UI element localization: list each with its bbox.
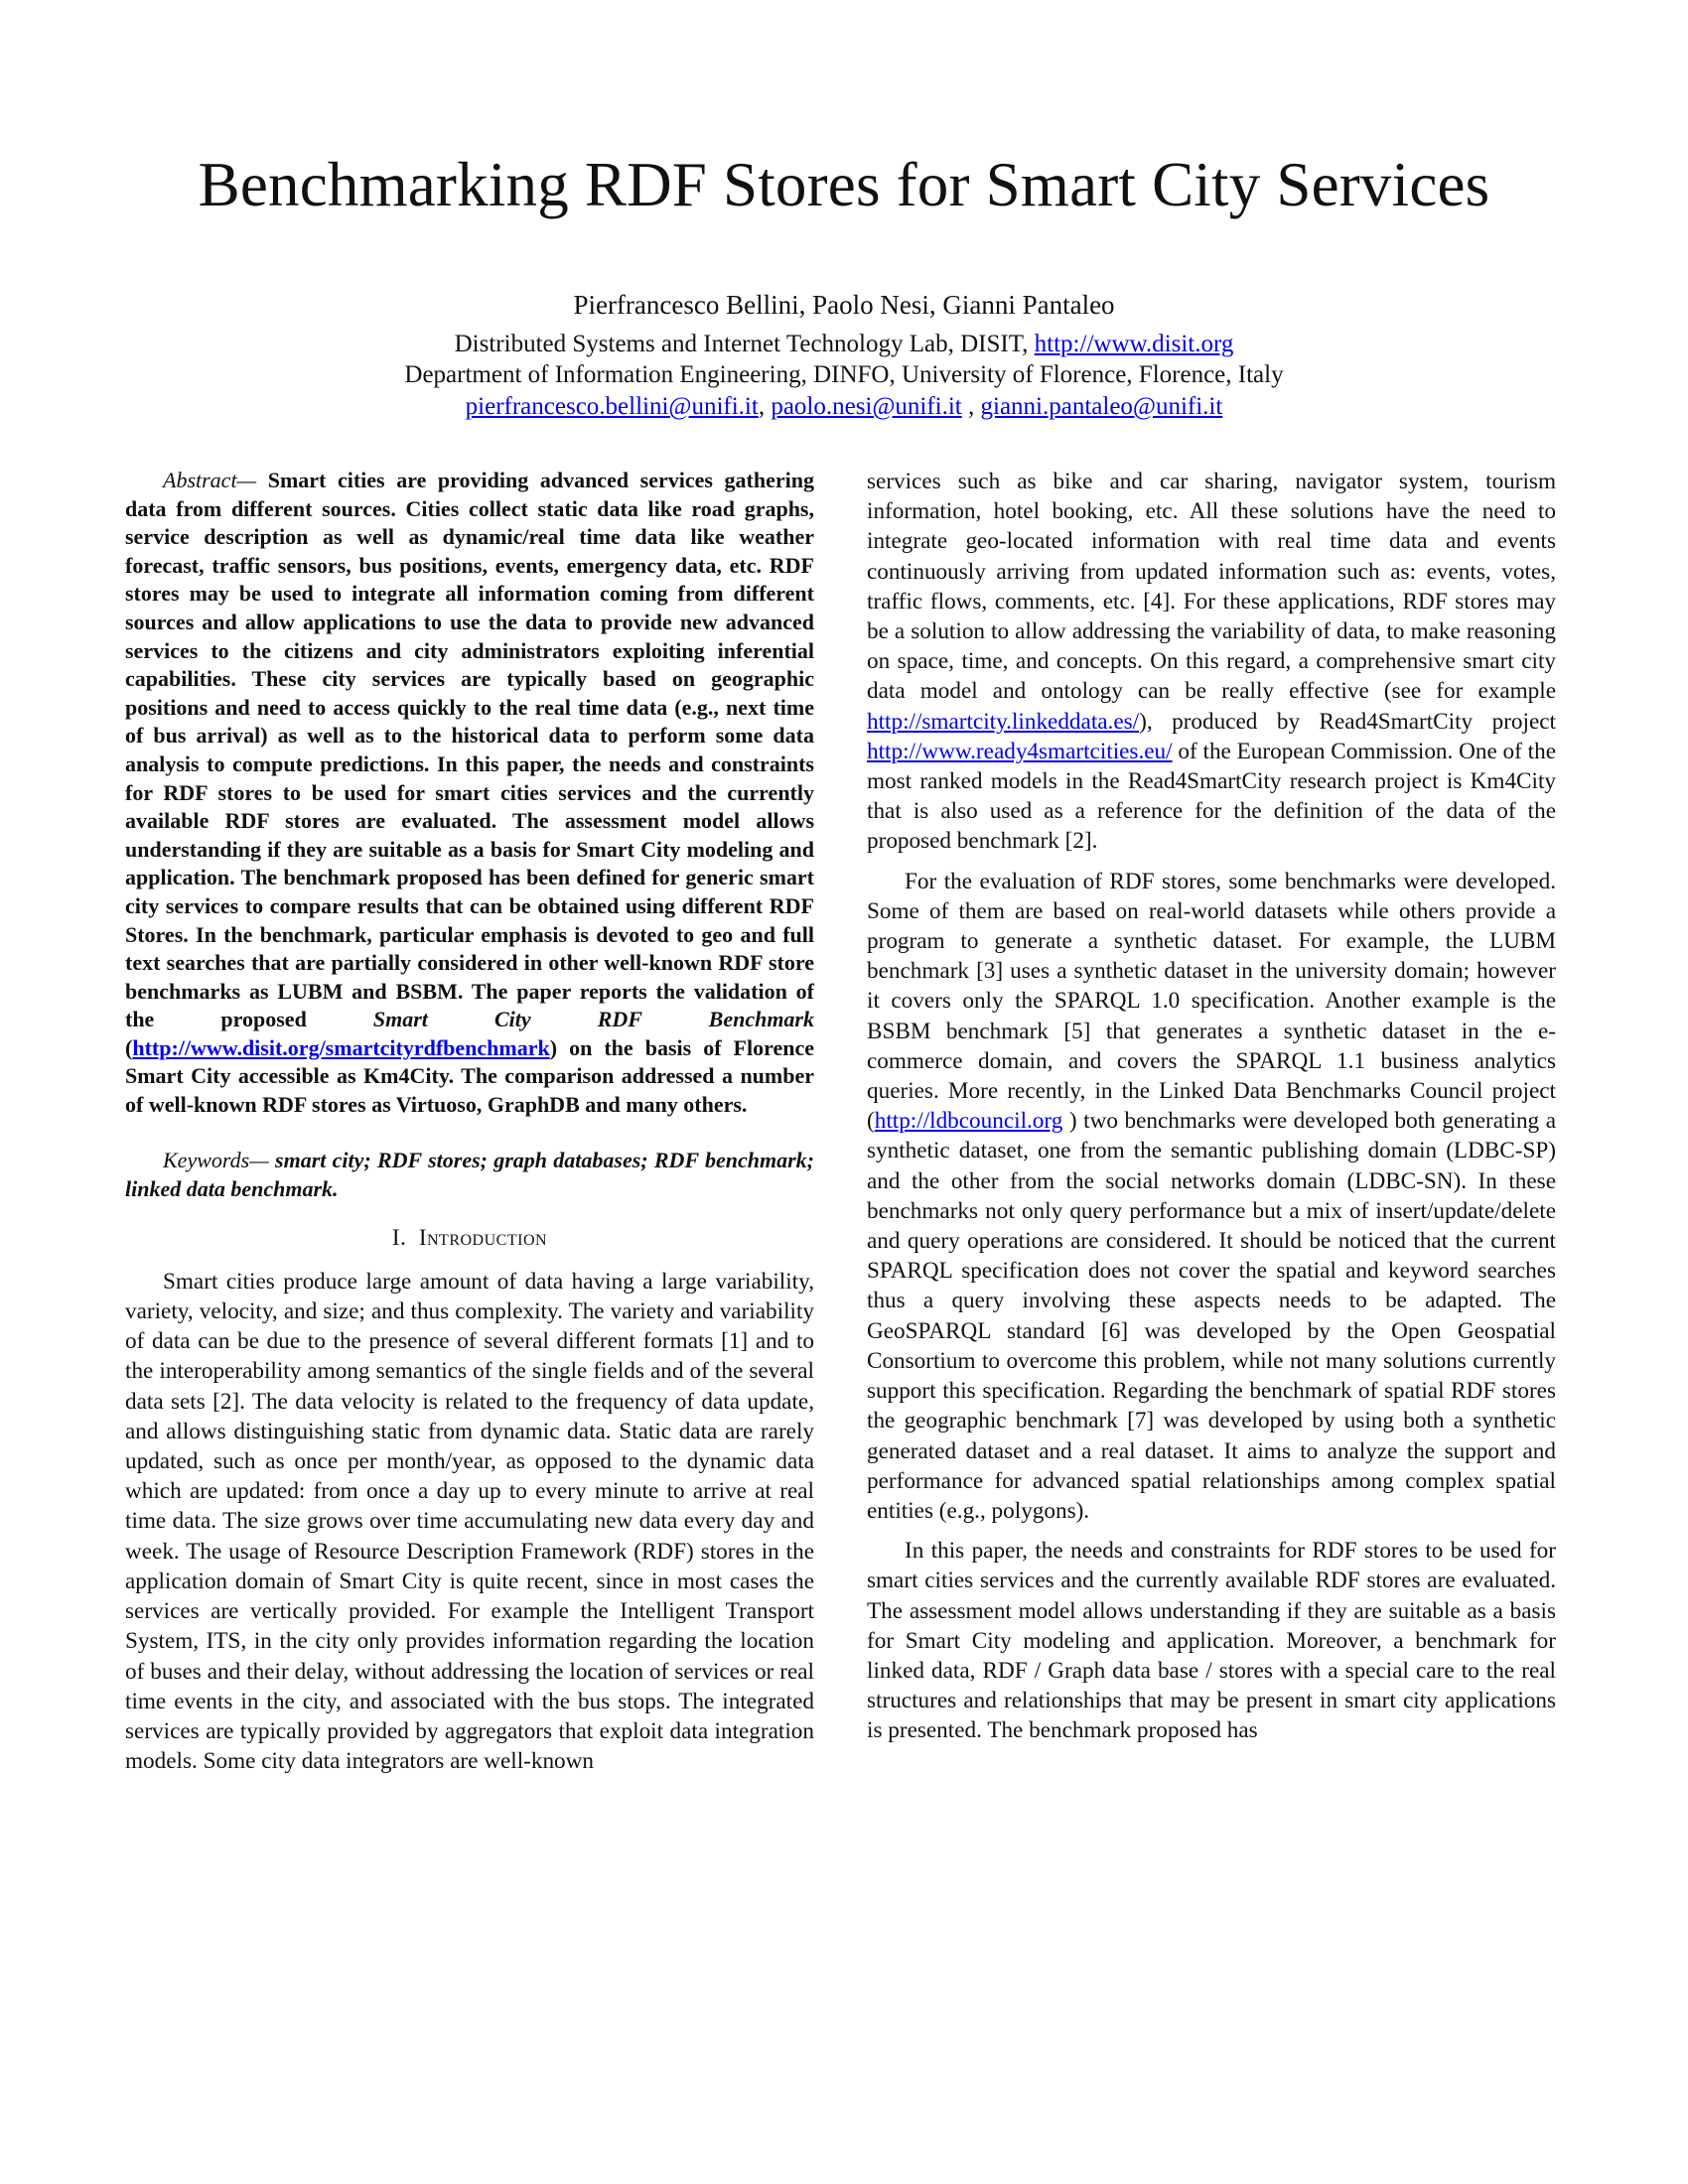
paper-authors: Pierfrancesco Bellini, Paolo Nesi, Gianni Pantaleo bbox=[573, 290, 1115, 320]
affiliation-1 bbox=[0, 331, 1688, 358]
intro-paragraph-3: For the evaluation of RDF stores, some benchmarks were developed. Some of them are based on real-world datasets while others provide a program to generate a synthetic dataset. For example, the LUBM benchmark [3] uses a synthetic dataset in the university domain; however it covers only the SPARQL 1.0 specification. Another example is the BSBM benchmark [5] that generates a synthetic dataset in the e-commerce domain, and covers the SPARQL 1.1 business analytics queries. More recently, in the Linked Data Benchmarks Council project (http://ldbcouncil.org ) two benchmarks were developed both generating a synthetic dataset, one from the semantic publishing domain (LDBC-SP) and the other from the social networks domain (LDBC-SN). In these benchmarks not only query performance but a mix of insert/update/delete and query operations are considered. It should be noticed that the current SPARQL specification does not cover the spatial and keyword searches thus a query involving these aspects needs to be adapted. The GeoSPARQL standard [6] was developed by the Open Geospatial Consortium to overcome this problem, while not many solutions currently support this specification. Regarding the benchmark of spatial RDF stores the geographic benchmark [7] was developed by using both a synthetic generated dataset and a real dataset. It aims to analyze the support and performance for advanced spatial relationships among complex spatial entities (e.g., polygons). bbox=[867, 868, 1556, 1524]
disit-link[interactable]: http://www.disit.org bbox=[1034, 331, 1234, 357]
abstract: Abstract— Smart cities are providing advanced services gathering data from different sources. Cities collect static data like road graphs, service description as well as dynamic/real time data like weather forecast, traffic sensors, bus positions, events, emergency data, etc. RDF stores may be used to integrate all information coming from different sources and allow applications to use the data to provide new advanced services to the citizens and city administrators exploiting inferential capabilities. These city services are typically based on geographic positions and need to access quickly to the real time data (e.g., next time of bus arrival) as well as to the historical data to perform some data analysis to compute predictions. In this paper, the needs and constraints for RDF stores to be used for smart cities services and the currently available RDF stores are evaluated. The assessment model allows understanding if they are suitable as a basis for Smart City modeling and application. The benchmark proposed has been defined for generic smart city services to compare results that can be obtained using different RDF Stores. In the benchmark, particular emphasis is devoted to geo and full text searches that are partially considered in other well-known RDF store benchmarks as LUBM and BSBM. The paper reports the validation of the proposed Smart City RDF Benchmark (http://www.disit.org/smartcityrdfbenchmark) on the basis of Florence Smart City accessible as Km4City. The comparison addressed a number of well-known RDF stores as Virtuoso, GraphDB and many others. bbox=[125, 468, 814, 1118]
paper-title: Benchmarking RDF Stores for Smart City Services bbox=[198, 150, 1490, 219]
affiliation-2: Department of Information Engineering, DINFO, University of Florence, Florence, Italy bbox=[404, 361, 1284, 388]
keywords bbox=[125, 1146, 814, 1203]
keywords-lead: Keywords— bbox=[163, 1147, 269, 1172]
section-number: I. bbox=[391, 1224, 407, 1250]
intro-paragraph-2: services such as bike and car sharing, navigator system, tourism information, hotel booking, etc. All these solutions have the need to integrate geo-located information with real time data and events continuously arriving from updated information such as: events, votes, traffic flows, comments, etc. [4]. For these applications, RDF stores may be a solution to allow addressing the variability of data, to make reasoning on space, time, and concepts. On this regard, a comprehensive smart city data model and ontology can be really effective (see for example http://smartcity.linkeddata.es/), produced by Read4SmartCity project http://www.ready4smartcities.eu/ of the European Commission. One of the most ranked models in the Read4SmartCity research project is Km4City that is also used as a reference for the definition of the data of the proposed benchmark [2]. bbox=[867, 469, 1556, 855]
abstract-lead: Abstract— bbox=[163, 468, 257, 492]
email-link-nesi[interactable]: paolo.nesi@unifi.it bbox=[771, 393, 962, 420]
section-title: Introduction bbox=[418, 1224, 548, 1250]
email-link-bellini[interactable]: pierfrancesco.bellini@unifi.it bbox=[465, 393, 759, 420]
left-column bbox=[125, 467, 814, 1776]
author-emails: pierfrancesco.bellini@unifi.it, paolo.nesi@unifi.it , gianni.pantaleo@unifi.it bbox=[465, 393, 1223, 420]
ready4smartcities-link[interactable]: http://www.ready4smartcities.eu/ bbox=[867, 738, 1173, 764]
smartcity-linkeddata-link[interactable]: http://smartcity.linkeddata.es/ bbox=[867, 708, 1140, 735]
benchmark-link[interactable]: http://www.disit.org/smartcityrdfbenchmark bbox=[132, 1034, 550, 1060]
intro-paragraph-1: Smart cities produce large amount of data having a large variability, variety, velocity, and size; and thus complexity. The variety and variability of data can be due to the presence of several different formats [1] and to the interoperability among semantics of the single fields and of the several data sets [2]. The data velocity is related to the frequency of data update, and allows distinguishing static from dynamic data. Static data are rarely updated, such as once per month/year, as opposed to the dynamic data which are updated: from once a day up to every minute to arrive at real time data. The size grows over time accumulating new data every day and week. The usage of Resource Description Framework (RDF) stores in the application domain of Smart City is quite recent, since in most cases the services are vertically provided. For example the Intelligent Transport System, ITS, in the city only provides information regarding the location of buses and their delay, without addressing the location of services or real time events in the city, and associated with the bus stops. The integrated services are typically provided by aggregators that exploit data integration models. Some city data integrators are well-known bbox=[125, 1268, 814, 1775]
abstract-body-1: Smart cities are providing advanced services gathering data from different sources. Cities collect static data like road graphs, service description as well as dynamic/real time data like weather forecast, traffic sensors, bus positions, events, emergency data, etc. RDF stores may be used to integrate all information coming from different sources and allow applications to use the data to provide new advanced services to the citizens and city administrators exploiting inferential capabilities. These city services are typically based on geographic positions and need to access quickly to the real time data (e.g., next time of bus arrival) as well as to the historical data to perform some data analysis to compute predictions. In this paper, the needs and constraints for RDF stores to be used for smart cities services and the currently available RDF stores are evaluated. The assessment model allows understanding if they are suitable as a basis for Smart City modeling and application. The benchmark proposed has been defined for generic smart city services to compare results that can be obtained using different RDF Stores. In the benchmark, particular emphasis is devoted to geo and full text searches that are partially considered in other well-known RDF store benchmarks as LUBM and BSBM. The paper reports the validation of the proposed bbox=[125, 468, 814, 1032]
abstract-benchmark-name: Smart City RDF Benchmark bbox=[372, 1007, 814, 1032]
affiliation-1-text: Distributed Systems and Internet Technology Lab, DISIT, bbox=[454, 331, 1035, 357]
right-column bbox=[867, 467, 1556, 1746]
keywords-text: smart city; RDF stores; graph databases; RDF benchmark; linked data benchmark. bbox=[125, 1147, 814, 1201]
section-heading-introduction bbox=[125, 1223, 814, 1253]
ldbcouncil-link[interactable]: http://ldbcouncil.org bbox=[874, 1108, 1063, 1135]
abstract-body-2: ) on the basis of Florence Smart City accessible as Km4City. The comparison addressed a number of well-known RDF stores as Virtuoso, GraphDB and many others. bbox=[125, 1034, 814, 1118]
intro-paragraph-4: In this paper, the needs and constraints for RDF stores to be used for smart cities services and the currently available RDF stores are evaluated. The assessment model allows understanding if they are suitable as a basis for Smart City modeling and application. Moreover, a benchmark for linked data, RDF / Graph data base / stores with a special care to the real structures and relationships that may be present in smart city applications is presented. The benchmark proposed has bbox=[867, 1538, 1556, 1744]
email-link-pantaleo[interactable]: gianni.pantaleo@unifi.it bbox=[980, 393, 1223, 420]
